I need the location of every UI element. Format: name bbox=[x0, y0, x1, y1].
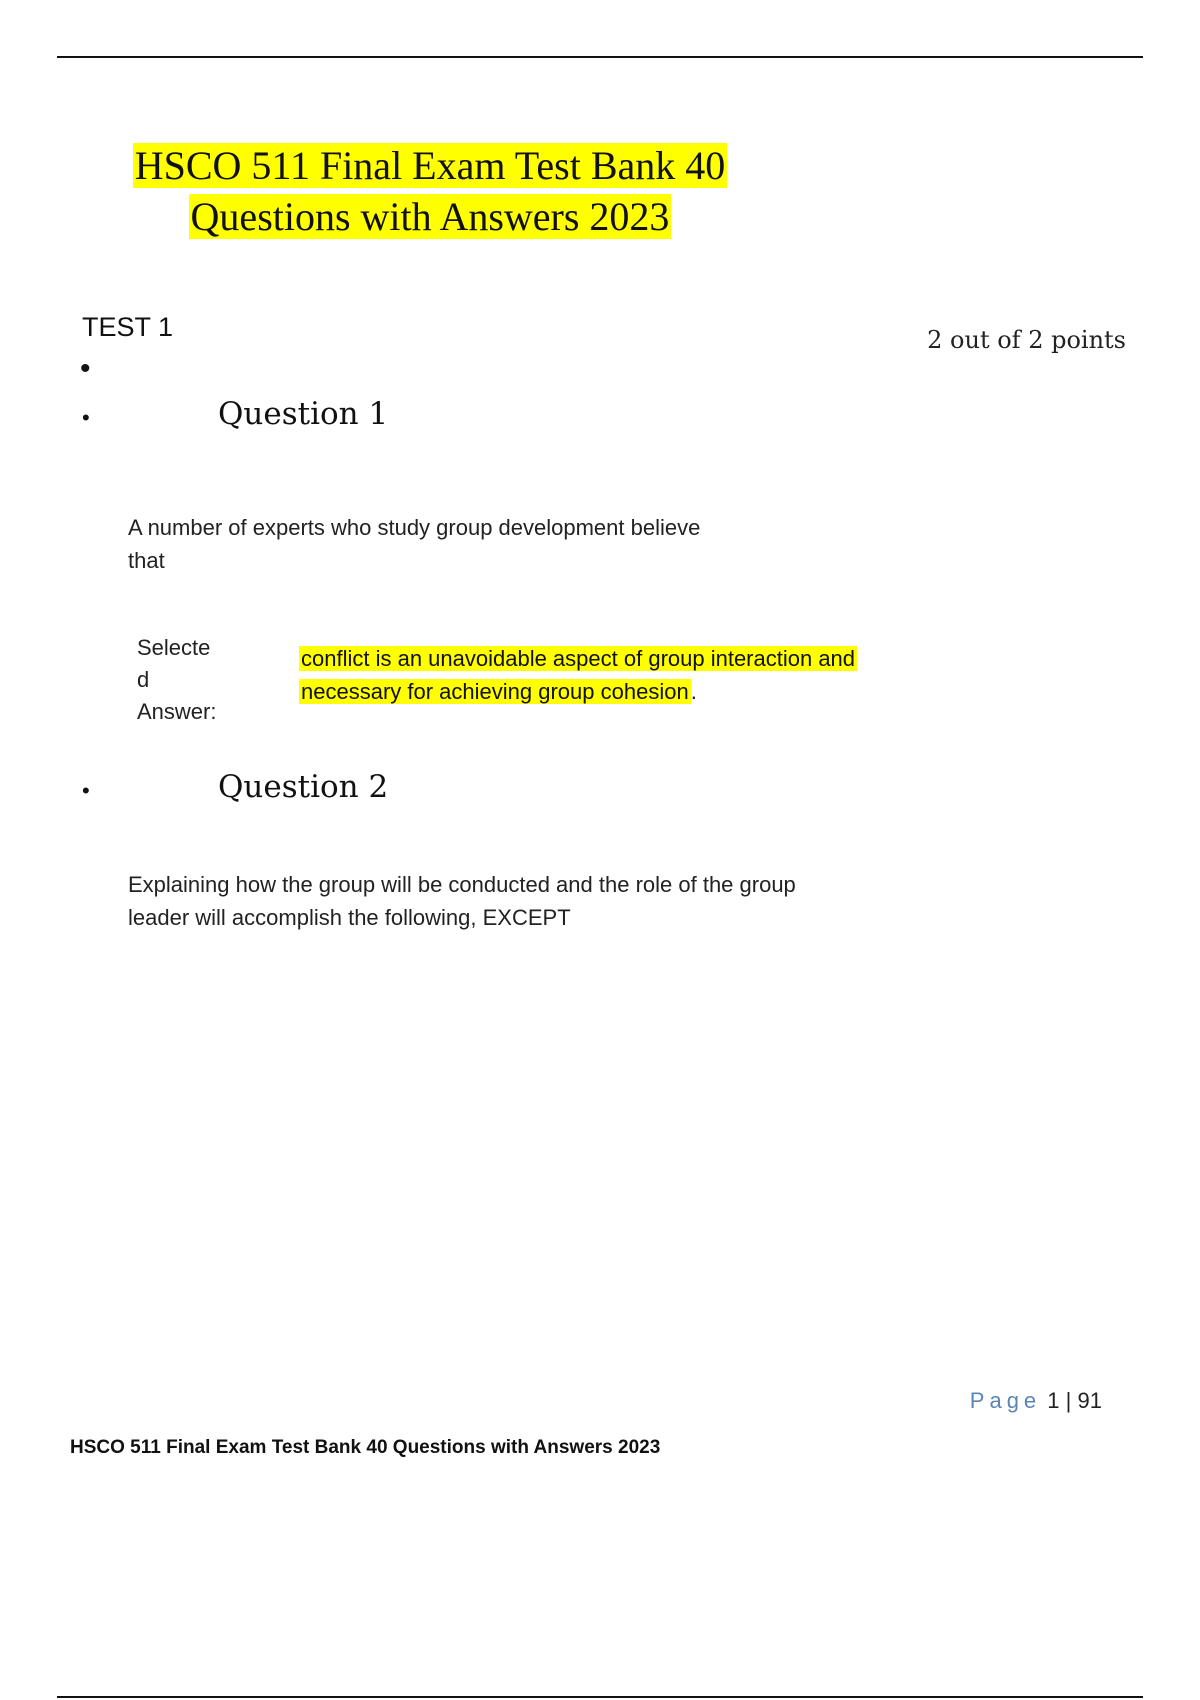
top-rule bbox=[57, 56, 1143, 58]
question-heading: Question 2 bbox=[218, 769, 389, 805]
bullet-icon: • bbox=[80, 352, 91, 385]
document-title bbox=[0, 140, 860, 242]
answer-line-2: necessary for achieving group cohesion bbox=[301, 679, 689, 704]
test-label: TEST 1 bbox=[82, 312, 174, 342]
question-text-line: leader will accomplish the following, EXCEPT bbox=[128, 905, 571, 930]
answer-line-1: conflict is an unavoidable aspect of group interaction and bbox=[301, 646, 856, 671]
question-text-line: Explaining how the group will be conducted and the role of the group bbox=[128, 872, 796, 897]
title-line-2: Questions with Answers 2023 bbox=[190, 194, 670, 239]
question-text bbox=[128, 868, 796, 934]
page-word: Page bbox=[969, 1388, 1042, 1413]
page-number bbox=[970, 1388, 1102, 1414]
question-text-line: A number of experts who study group development believe bbox=[128, 515, 701, 540]
points-score: 2 out of 2 points bbox=[927, 326, 1126, 354]
question-text-line: that bbox=[128, 548, 165, 573]
page-separator: | bbox=[1065, 1388, 1072, 1413]
answer-period: . bbox=[690, 679, 697, 704]
bullet-icon: • bbox=[82, 778, 90, 803]
bullet-icon: • bbox=[82, 405, 90, 430]
page-total: 91 bbox=[1077, 1388, 1102, 1413]
selected-answer-label: Selecte d Answer: bbox=[137, 635, 217, 724]
footer-title: HSCO 511 Final Exam Test Bank 40 Questions with Answers 2023 bbox=[70, 1437, 661, 1458]
selected-answer-text bbox=[299, 642, 939, 708]
bottom-rule bbox=[57, 1696, 1143, 1698]
page-current: 1 bbox=[1047, 1388, 1060, 1413]
question-text bbox=[128, 511, 700, 577]
title-line-1: HSCO 511 Final Exam Test Bank 40 bbox=[134, 143, 726, 188]
question-heading: Question 1 bbox=[218, 396, 389, 432]
